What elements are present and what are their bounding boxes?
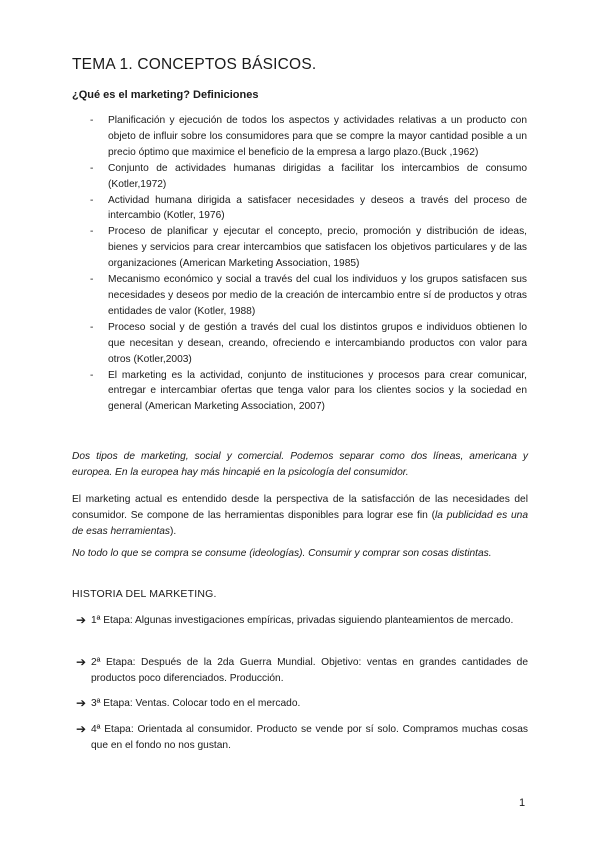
current-marketing-end: ). bbox=[169, 525, 177, 537]
list-item-text: Actividad humana dirigida a satisfacer necesidades y deseos a través del proceso de intercambio (Kotler, 1976) bbox=[108, 194, 527, 222]
arrow-right-icon: ➔ bbox=[76, 655, 87, 669]
note-marketing-types: Dos tipos de marketing, social y comercial. Podemos separar como dos líneas, americana y europea. En la europea hay más hincapié en la psicología del consumidor. bbox=[72, 451, 528, 478]
section-subtitle: ¿Qué es el marketing? Definiciones bbox=[72, 89, 259, 101]
list-bullet: - bbox=[90, 226, 94, 238]
list-bullet: - bbox=[90, 115, 94, 126]
list-item bbox=[90, 368, 527, 416]
stage-text: 4ª Etapa: Orientada al consumidor. Producto se vende por sí solo. Compramos muchas cosas que en el fondo no nos gustan. bbox=[91, 724, 528, 751]
stage-text: 2ª Etapa: Después de la 2da Guerra Mundial. Objetivo: ventas en grandes cantidades de productos poco diferenciados. Producción. bbox=[91, 657, 528, 684]
list-bullet: - bbox=[90, 321, 94, 333]
list-item bbox=[76, 613, 528, 629]
list-item bbox=[90, 272, 527, 320]
arrow-right-icon: ➔ bbox=[76, 613, 87, 627]
list-item-text: Proceso de planificar y ejecutar el concepto, precio, promoción y distribución de ideas, bienes y servicios para crear intercambios que satisfacen los objetivos particulares y de las organizaciones (American Marketing Association, 1985) bbox=[108, 226, 527, 270]
arrow-right-icon: ➔ bbox=[76, 722, 87, 736]
current-marketing-paragraph bbox=[72, 492, 528, 540]
list-item bbox=[76, 655, 528, 687]
page-number: 1 bbox=[519, 797, 526, 809]
current-marketing-italic: la publicidad es una de esas herramientas bbox=[72, 509, 528, 537]
definitions-list bbox=[90, 113, 527, 415]
stage-text: 3ª Etapa: Ventas. Colocar todo en el mercado. bbox=[91, 698, 301, 709]
list-item bbox=[90, 224, 527, 272]
list-item bbox=[76, 696, 528, 712]
list-item-text: El marketing es la actividad, conjunto de instituciones y procesos para crear comunicar, entregar e intercambiar ofertas que tenga valor para los clientes socios y la sociedad en general (American Marketing Association, 2007) bbox=[108, 369, 527, 413]
note-consume: No todo lo que se compra se consume (ideologías). Consumir y comprar son cosas distintas. bbox=[72, 548, 492, 559]
list-bullet: - bbox=[90, 194, 94, 206]
arrow-right-icon: ➔ bbox=[76, 696, 87, 710]
list-bullet: - bbox=[90, 369, 94, 381]
page-title: TEMA 1. CONCEPTOS BÁSICOS. bbox=[72, 56, 317, 73]
list-item-text: Proceso social y de gestión a través del cual los distintos grupos e individuos obtienen lo que necesitan y desean, creando, ofreciendo e intercambiando productos con valor para otros (Kotler,2003) bbox=[108, 321, 527, 365]
current-marketing-text: El marketing actual es entendido desde la perspectiva de la satisfacción de las necesidades del consumidor. Se compone de las herramientas disponibles para lograr ese fin ( bbox=[72, 494, 528, 521]
list-item bbox=[76, 722, 528, 754]
list-item-text: Planificación y ejecución de todos los aspectos y actividades relativas a un producto con objeto de influir sobre los consumidores para que se compre la mayor cantidad posible a un precio óptimo que maximice el beneficio de la empresa a largo plazo.(Buck ,1962) bbox=[108, 115, 527, 158]
list-item bbox=[90, 113, 527, 161]
history-heading: HISTORIA DEL MARKETING. bbox=[72, 588, 217, 600]
list-item-text: Conjunto de actividades humanas dirigidas a facilitar los intercambios de consumo (Kotler,1972) bbox=[108, 162, 527, 190]
list-item bbox=[90, 320, 527, 368]
list-bullet: - bbox=[90, 162, 94, 174]
list-item bbox=[90, 193, 527, 225]
list-item-text: Mecanismo económico y social a través del cual los individuos y los grupos satisfacen sus necesidades y deseos por medio de la creación de intercambio entre sí de productos y otras entidades de valor (Kotler, 1988) bbox=[108, 274, 527, 317]
list-bullet: - bbox=[90, 274, 94, 286]
stage-text: 1ª Etapa: Algunas investigaciones empíricas, privadas siguiendo planteamientos de mercado. bbox=[91, 615, 514, 626]
list-item bbox=[90, 161, 527, 193]
